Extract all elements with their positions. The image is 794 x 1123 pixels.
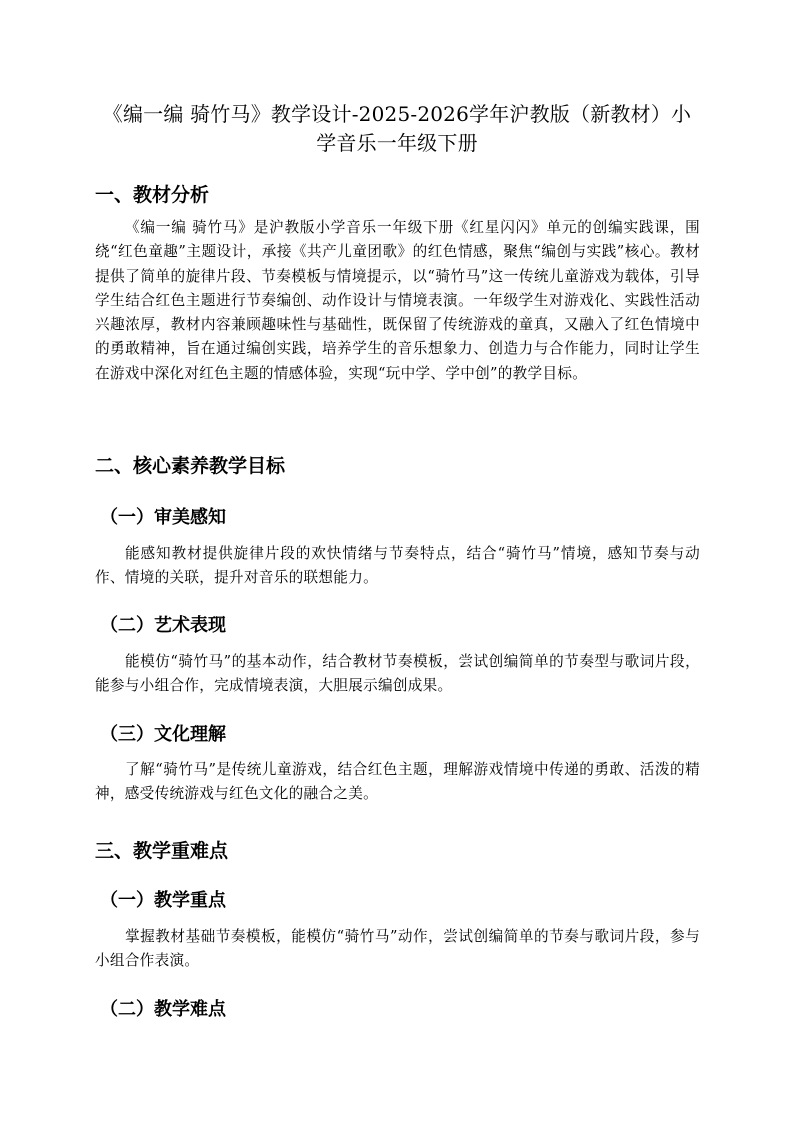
subsection-heading-artistic-expression: （二）艺术表现 (100, 615, 226, 636)
subsection-heading-aesthetic-perception: （一）审美感知 (100, 507, 226, 528)
paragraph-teaching-material-analysis: 《编一编 骑竹马》是沪教版小学音乐一年级下册《红星闪闪》单元的创编实践课，围绕“红色童趣”主题设计，承接《共产儿童团歌》的红色情感，聚焦“编创与实践”核心。教材提供了简单的旋律片段、节奏模板与情境提示，以“骑竹马”这一传统儿童游戏为载体，引导学生结合红色主题进行节奏编创、动作设计与情境表演。一年级学生对游戏化、实践性活动兴趣浓厚，教材内容兼顾趣味性与基础性，既保留了传统游戏的童真，又融入了红色情境中的勇敢精神，旨在通过编创实践，培养学生的音乐想象力、创造力与合作能力，同时让学生在游戏中深化对红色主题的情感体验，实现“玩中学、学中创”的教学目标。 (95, 219, 700, 382)
paragraph-cultural-understanding: 了解“骑竹马”是传统儿童游戏，结合红色主题，理解游戏情境中传递的勇敢、活泼的精神，感受传统游戏与红色文化的融合之美。 (95, 761, 700, 803)
document-title: 《编一编 骑竹马》教学设计-2025-2026学年沪教版（新教材）小学音乐一年级下册 (102, 102, 692, 155)
subsection-heading-cultural-understanding: （三）文化理解 (100, 724, 226, 745)
section-heading-key-difficult-points: 三、教学重难点 (95, 840, 229, 862)
subsection-heading-teaching-focus: （一）教学重点 (100, 890, 226, 911)
section-heading-teaching-material-analysis: 一、教材分析 (95, 184, 210, 206)
section-heading-core-literacy-goals: 二、核心素养教学目标 (95, 455, 286, 477)
paragraph-aesthetic-perception: 能感知教材提供旋律片段的欢快情绪与节奏特点，结合“骑竹马”情境，感知节奏与动作、情境的关联，提升对音乐的联想能力。 (95, 545, 700, 587)
paragraph-teaching-focus: 掌握教材基础节奏模板，能模仿“骑竹马”动作，尝试创编简单的节奏与歌词片段，参与小组合作表演。 (95, 928, 700, 970)
paragraph-artistic-expression: 能模仿“骑竹马”的基本动作，结合教材节奏模板，尝试创编简单的节奏型与歌词片段，能参与小组合作，完成情境表演，大胆展示编创成果。 (95, 653, 700, 695)
subsection-heading-teaching-difficulty: （二）教学难点 (100, 999, 226, 1020)
